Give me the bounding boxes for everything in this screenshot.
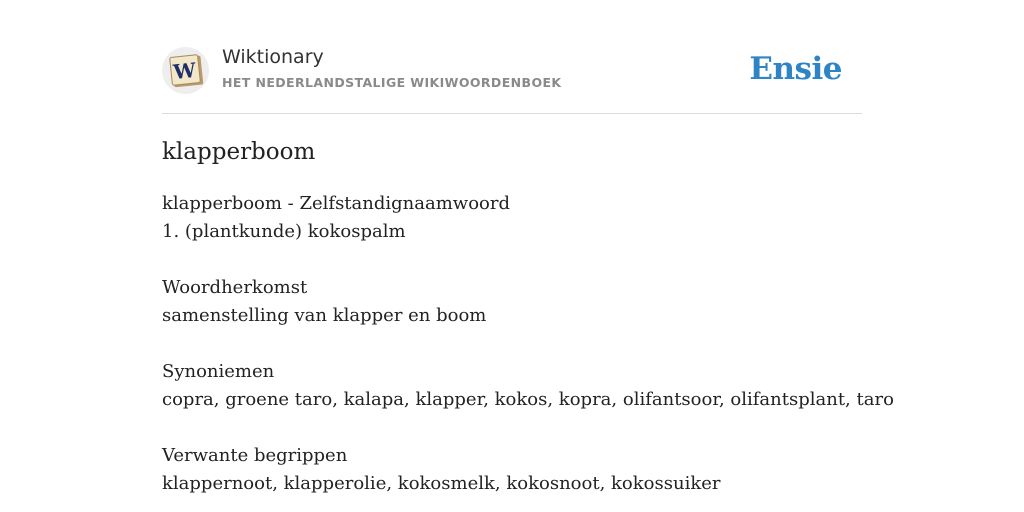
- definition-text: 1. (plantkunde) kokospalm: [162, 221, 406, 242]
- wiktionary-logo-icon[interactable]: [162, 47, 209, 94]
- synonyms-list: copra, groene taro, kalapa, klapper, kokos, kopra, olifantsoor, olifantsplant, taro: [162, 389, 894, 410]
- related-list: klappernoot, klapperolie, kokosmelk, kokosnoot, kokossuiker: [162, 473, 721, 494]
- site-name[interactable]: Wiktionary: [222, 46, 324, 68]
- etymology-text: samenstelling van klapper en boom: [162, 305, 487, 326]
- synonyms-heading: Synoniemen: [162, 361, 275, 382]
- site-header: [162, 44, 862, 114]
- section-spacer: [162, 246, 882, 274]
- definition-heading: klapperboom - Zelfstandignaamwoord: [162, 193, 510, 214]
- entry-content: [162, 136, 894, 498]
- section-spacer: [162, 330, 882, 358]
- ensie-logo-link[interactable]: Ensie: [749, 51, 842, 87]
- etymology-heading: Woordherkomst: [162, 277, 308, 298]
- svg-text:W: W: [172, 57, 198, 85]
- site-tagline: HET NEDERLANDSTALIGE WIKIWOORDENBOEK: [222, 75, 562, 90]
- section-spacer: [162, 414, 882, 442]
- page-title: klapperboom: [162, 139, 316, 165]
- related-heading: Verwante begrippen: [162, 445, 348, 466]
